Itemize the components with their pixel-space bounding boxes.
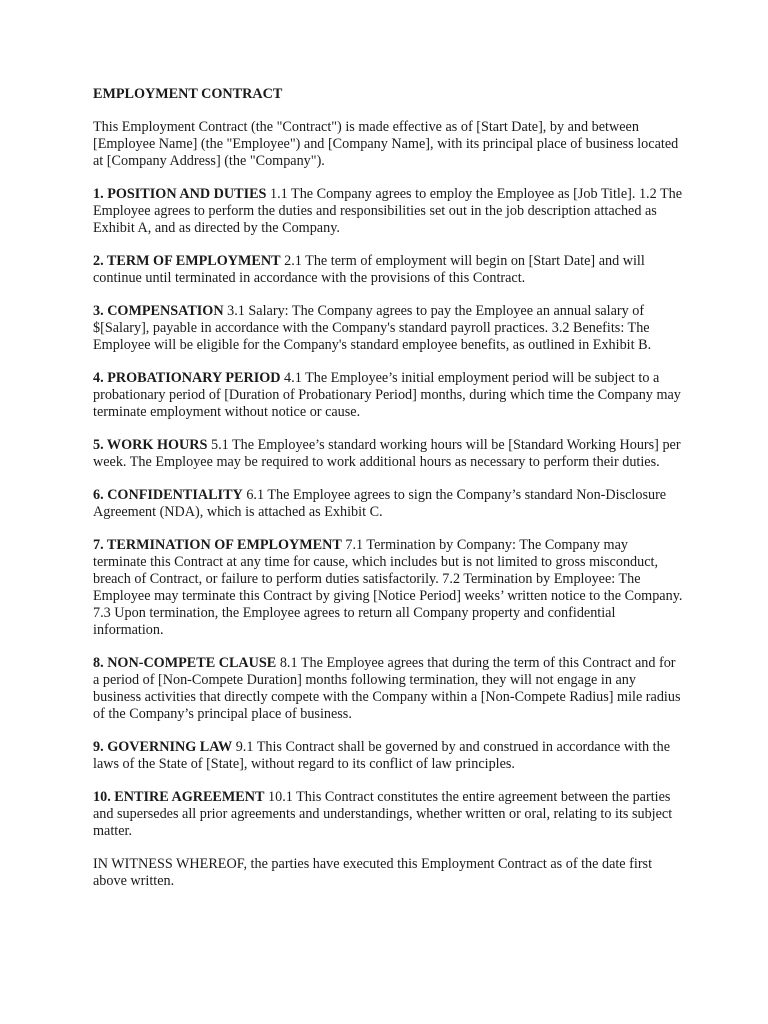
- section-termination: [93, 537, 683, 639]
- section-confidentiality: [93, 487, 683, 521]
- section-governing-law: [93, 739, 683, 773]
- section-text: 2.1 The term of employment will begin on [Start Date] and will continue until terminated in accordance with the provisions of this Contract.: [93, 253, 645, 286]
- section-text: 1.1 The Company agrees to employ the Employee as [Job Title]. 1.2 The Employee agrees to perform the duties and responsibilities set out in the job description attached as Exhibit A, and as directed by the Company.: [93, 186, 683, 236]
- document-body: [93, 86, 683, 906]
- section-entire-agreement: [93, 789, 683, 840]
- section-heading: 10. ENTIRE AGREEMENT: [93, 789, 265, 805]
- section-text: 9.1 This Contract shall be governed by and construed in accordance with the laws of the State of [State], without regard to its conflict of law principles.: [93, 739, 670, 772]
- section-non-compete: [93, 655, 683, 723]
- section-text: 5.1 The Employee’s standard working hours will be [Standard Working Hours] per week. The Employee may be required to work additional hours as necessary to perform their duties.: [93, 437, 681, 470]
- section-heading: 2. TERM OF EMPLOYMENT: [93, 253, 281, 269]
- section-heading: 3. COMPENSATION: [93, 303, 224, 319]
- section-text: 6.1 The Employee agrees to sign the Company’s standard Non-Disclosure Agreement (NDA), which is attached as Exhibit C.: [93, 487, 667, 520]
- section-text: 7.1 Termination by Company: The Company may terminate this Contract at any time for cause, which includes but is not limited to gross misconduct, breach of Contract, or failure to perform duties satisfactorily. 7.2 Termination by Employee: The Employee may terminate this Contract by giving [Notice Period] weeks’ written notice to the Company. 7.3 Upon termination, the Employee agrees to return all Company property and confidential information.: [93, 537, 683, 638]
- intro-paragraph: This Employment Contract (the "Contract") is made effective as of [Start Date], by and between [Employee Name] (the "Employee") and [Company Name], with its principal place of business located at [Company Address] (the "Company").: [93, 119, 679, 169]
- section-heading: 7. TERMINATION OF EMPLOYMENT: [93, 537, 342, 553]
- section-probationary-period: [93, 370, 683, 421]
- section-heading: 6. CONFIDENTIALITY: [93, 487, 243, 503]
- section-text: 3.1 Salary: The Company agrees to pay the Employee an annual salary of $[Salary], payable in accordance with the Company's standard payroll practices. 3.2 Benefits: The Employee will be eligible for the Company's standard employee benefits, as outlined in Exhibit B.: [93, 303, 652, 353]
- section-term-of-employment: [93, 253, 683, 287]
- section-heading: 9. GOVERNING LAW: [93, 739, 233, 755]
- section-text: 10.1 This Contract constitutes the entire agreement between the parties and supersedes all prior agreements and understandings, whether written or oral, relating to its subject matter.: [93, 789, 673, 839]
- section-heading: 8. NON-COMPETE CLAUSE: [93, 655, 277, 671]
- section-text: 4.1 The Employee’s initial employment period will be subject to a probationary period of [Duration of Probationary Period] months, during which time the Company may terminate employment without notice or cause.: [93, 370, 681, 420]
- section-heading: 1. POSITION AND DUTIES: [93, 186, 267, 202]
- section-compensation: [93, 303, 683, 354]
- section-heading: 5. WORK HOURS: [93, 437, 208, 453]
- section-work-hours: [93, 437, 683, 471]
- section-position-duties: [93, 186, 683, 237]
- document-title: EMPLOYMENT CONTRACT: [93, 86, 283, 102]
- section-text: 8.1 The Employee agrees that during the term of this Contract and for a period of [Non-Compete Duration] months following termination, they will not engage in any business activities that directly compete with the Company within a [Non-Compete Radius] mile radius of the Company’s principal place of business.: [93, 655, 681, 722]
- section-heading: 4. PROBATIONARY PERIOD: [93, 370, 281, 386]
- closing-paragraph: IN WITNESS WHEREOF, the parties have executed this Employment Contract as of the date first above written.: [93, 856, 653, 889]
